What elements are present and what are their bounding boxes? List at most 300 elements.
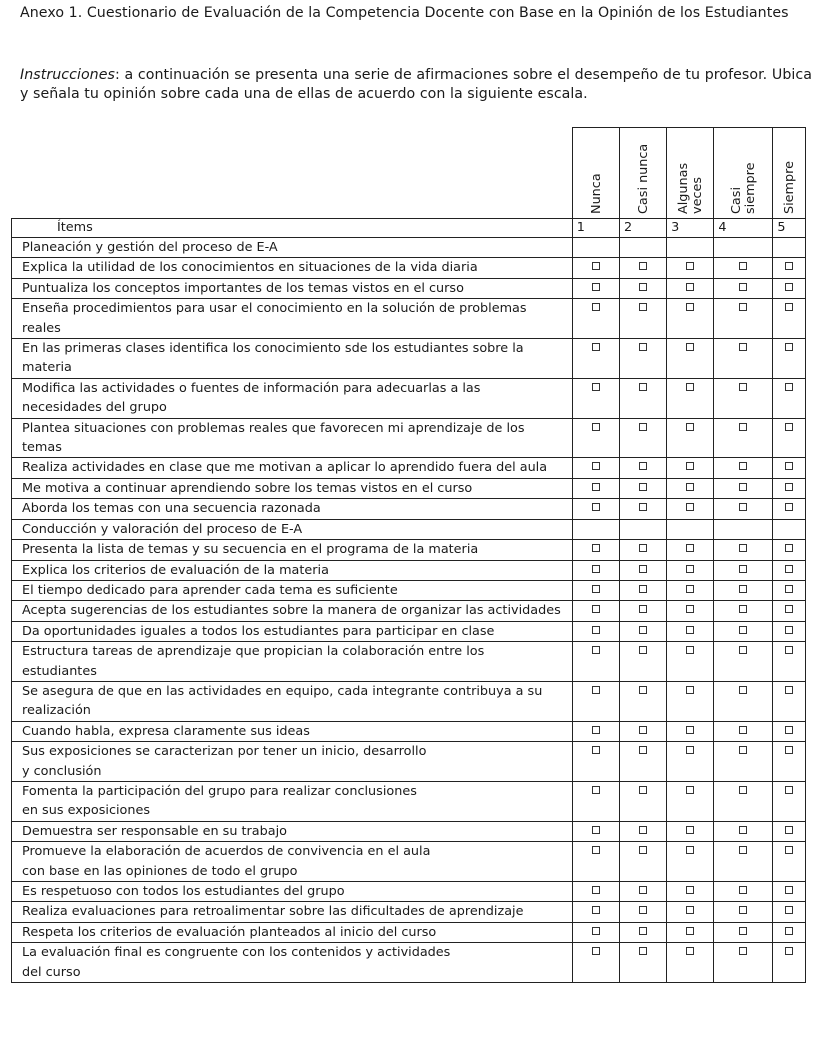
rating-checkbox-casi-siempre[interactable] [739,906,747,914]
rating-cell-siempre [773,378,806,418]
rating-checkbox-siempre[interactable] [785,585,793,593]
rating-cell-algunas-veces [667,943,714,983]
rating-cell-siempre [773,842,806,882]
rating-checkbox-siempre[interactable] [785,423,793,431]
rating-checkbox-siempre[interactable] [785,383,793,391]
rating-cell-casi-siempre [714,258,773,278]
scale-number: 3 [667,219,714,238]
rating-checkbox-casi-nunca[interactable] [639,886,647,894]
rating-cell-casi-nunca [619,943,666,983]
item-row [12,258,806,278]
rating-cell-siempre [773,922,806,942]
rating-checkbox-nunca[interactable] [592,886,600,894]
rating-cell-casi-nunca [619,842,666,882]
rating-checkbox-nunca[interactable] [592,947,600,955]
item-row [12,902,806,922]
rating-cell-nunca [572,721,619,741]
rating-cell-casi-siempre [714,742,773,782]
rating-checkbox-nunca[interactable] [592,343,600,351]
rating-checkbox-nunca[interactable] [592,262,600,270]
rating-cell-algunas-veces [667,681,714,721]
rating-cell-siempre [773,721,806,741]
item-row [12,721,806,741]
rating-cell-siempre [773,580,806,600]
rating-cell-casi-siempre [714,943,773,983]
rating-checkbox-casi-siempre[interactable] [739,626,747,634]
rating-checkbox-casi-siempre[interactable] [739,262,747,270]
rating-cell-casi-siempre [714,781,773,821]
rating-cell-siempre [773,601,806,621]
document-title: Anexo 1. Cuestionario de Evaluación de la Competencia Docente con Base en la Opinión de los Estudiantes [20,5,789,21]
scale-label: Siempre [782,161,798,214]
rating-checkbox-siempre[interactable] [785,826,793,834]
rating-checkbox-algunas-veces[interactable] [686,303,694,311]
section-header-row [12,238,806,258]
rating-checkbox-siempre[interactable] [785,303,793,311]
rating-checkbox-casi-nunca[interactable] [639,746,647,754]
rating-checkbox-algunas-veces[interactable] [686,483,694,491]
rating-cell-casi-nunca [619,821,666,841]
rating-cell-nunca [572,258,619,278]
rating-checkbox-siempre[interactable] [785,626,793,634]
item-text: Cuando habla, expresa claramente sus ideas [12,721,573,741]
item-row [12,621,806,641]
item-row [12,882,806,902]
instructions-text: : a continuación se presenta una serie de afirmaciones sobre el desempeño de tu profesor. Ubica y señala tu opinión sobre cada una de ellas de acuerdo con la siguiente escala. [20,67,812,102]
rating-checkbox-siempre[interactable] [785,262,793,270]
scale-label-cell [773,128,806,219]
rating-checkbox-algunas-veces[interactable] [686,462,694,470]
item-text: Sus exposiciones se caracterizan por tener un inicio, desarrollo y conclusión [12,742,573,782]
rating-cell-algunas-veces [667,621,714,641]
rating-checkbox-siempre[interactable] [785,726,793,734]
rating-checkbox-siempre[interactable] [785,343,793,351]
rating-checkbox-algunas-veces[interactable] [686,906,694,914]
item-row [12,299,806,339]
rating-checkbox-casi-siempre[interactable] [739,503,747,511]
rating-cell-nunca [572,943,619,983]
rating-checkbox-algunas-veces[interactable] [686,746,694,754]
rating-cell-casi-nunca [619,499,666,519]
item-row [12,642,806,682]
rating-cell-casi-siempre [714,339,773,379]
rating-cell-casi-siempre [714,721,773,741]
item-row [12,821,806,841]
rating-checkbox-nunca[interactable] [592,927,600,935]
rating-checkbox-nunca[interactable] [592,746,600,754]
rating-cell-nunca [572,478,619,498]
rating-checkbox-casi-nunca[interactable] [639,383,647,391]
rating-cell-casi-siempre [714,642,773,682]
rating-cell-algunas-veces [667,478,714,498]
rating-checkbox-siempre[interactable] [785,786,793,794]
rating-cell-casi-nunca [619,902,666,922]
rating-cell-casi-nunca [619,258,666,278]
rating-cell-casi-nunca [619,238,666,258]
rating-cell-siempre [773,742,806,782]
rating-cell-siempre [773,781,806,821]
item-text: La evaluación final es congruente con los contenidos y actividades del curso [12,943,573,983]
rating-cell-casi-siempre [714,842,773,882]
rating-cell-siempre [773,238,806,258]
rating-checkbox-casi-nunca[interactable] [639,826,647,834]
rating-cell-nunca [572,238,619,258]
rating-cell-algunas-veces [667,458,714,478]
scale-label-cell [667,128,714,219]
rating-checkbox-siempre[interactable] [785,886,793,894]
item-text: Realiza actividades en clase que me motivan a aplicar lo aprendido fuera del aula [12,458,573,478]
rating-cell-nunca [572,922,619,942]
scale-number-row [12,219,806,238]
rating-cell-algunas-veces [667,560,714,580]
instructions-label: Instrucciones [20,67,115,83]
rating-checkbox-siempre[interactable] [785,906,793,914]
rating-checkbox-algunas-veces[interactable] [686,585,694,593]
rating-cell-algunas-veces [667,721,714,741]
rating-checkbox-algunas-veces[interactable] [686,565,694,573]
rating-checkbox-casi-nunca[interactable] [639,262,647,270]
rating-cell-casi-siempre [714,478,773,498]
rating-checkbox-casi-nunca[interactable] [639,343,647,351]
rating-cell-nunca [572,299,619,339]
rating-cell-siempre [773,278,806,298]
rating-cell-casi-nunca [619,721,666,741]
rating-checkbox-siempre[interactable] [785,503,793,511]
rating-cell-casi-siempre [714,821,773,841]
rating-checkbox-casi-nunca[interactable] [639,686,647,694]
rating-checkbox-nunca[interactable] [592,726,600,734]
rating-checkbox-nunca[interactable] [592,283,600,291]
item-row [12,458,806,478]
rating-checkbox-algunas-veces[interactable] [686,605,694,613]
rating-checkbox-nunca[interactable] [592,423,600,431]
rating-checkbox-siempre[interactable] [785,947,793,955]
rating-checkbox-nunca[interactable] [592,503,600,511]
rating-cell-casi-siempre [714,601,773,621]
rating-cell-algunas-veces [667,540,714,560]
rating-cell-casi-siempre [714,418,773,458]
rating-checkbox-nunca[interactable] [592,626,600,634]
rating-checkbox-casi-siempre[interactable] [739,483,747,491]
rating-checkbox-nunca[interactable] [592,462,600,470]
rating-checkbox-casi-siempre[interactable] [739,605,747,613]
rating-checkbox-algunas-veces[interactable] [686,686,694,694]
rating-checkbox-casi-nunca[interactable] [639,462,647,470]
rating-checkbox-nunca[interactable] [592,544,600,552]
rating-cell-nunca [572,458,619,478]
rating-checkbox-nunca[interactable] [592,826,600,834]
rating-cell-casi-nunca [619,339,666,379]
rating-checkbox-casi-siempre[interactable] [739,786,747,794]
rating-cell-algunas-veces [667,238,714,258]
item-text: El tiempo dedicado para aprender cada tema es suficiente [12,580,573,600]
rating-cell-nunca [572,882,619,902]
item-text: Respeta los criterios de evaluación planteados al inicio del curso [12,922,573,942]
rating-cell-algunas-veces [667,781,714,821]
rating-checkbox-casi-siempre[interactable] [739,886,747,894]
rating-checkbox-algunas-veces[interactable] [686,626,694,634]
rating-cell-casi-nunca [619,621,666,641]
rating-cell-casi-siempre [714,378,773,418]
rating-cell-siempre [773,499,806,519]
rating-cell-casi-nunca [619,418,666,458]
scale-label-cell [572,128,619,219]
rating-cell-siempre [773,681,806,721]
rating-cell-casi-siempre [714,882,773,902]
rating-cell-casi-nunca [619,478,666,498]
scale-number: 2 [619,219,666,238]
item-text: Explica los criterios de evaluación de la materia [12,560,573,580]
rating-cell-algunas-veces [667,339,714,379]
rating-checkbox-casi-siempre[interactable] [739,303,747,311]
rating-cell-casi-nunca [619,299,666,339]
rating-checkbox-nunca[interactable] [592,906,600,914]
section-title: Conducción y valoración del proceso de E-A [12,519,573,539]
rating-checkbox-casi-nunca[interactable] [639,646,647,654]
rating-checkbox-casi-siempre[interactable] [739,283,747,291]
rating-checkbox-algunas-veces[interactable] [686,283,694,291]
section-title: Planeación y gestión del proceso de E-A [12,238,573,258]
rating-checkbox-algunas-veces[interactable] [686,343,694,351]
rating-cell-nunca [572,842,619,882]
rating-checkbox-casi-siempre[interactable] [739,726,747,734]
rating-checkbox-casi-siempre[interactable] [739,927,747,935]
rating-cell-siempre [773,540,806,560]
item-row [12,560,806,580]
rating-cell-casi-nunca [619,540,666,560]
rating-cell-casi-siempre [714,540,773,560]
rating-cell-algunas-veces [667,882,714,902]
rating-checkbox-nunca[interactable] [592,585,600,593]
rating-cell-algunas-veces [667,378,714,418]
rating-checkbox-algunas-veces[interactable] [686,846,694,854]
rating-cell-algunas-veces [667,278,714,298]
rating-checkbox-algunas-veces[interactable] [686,423,694,431]
rating-cell-casi-nunca [619,519,666,539]
rating-checkbox-casi-nunca[interactable] [639,283,647,291]
rating-cell-siempre [773,458,806,478]
rating-cell-nunca [572,378,619,418]
rating-cell-siempre [773,418,806,458]
rating-checkbox-siempre[interactable] [785,927,793,935]
rating-checkbox-algunas-veces[interactable] [686,544,694,552]
rating-cell-nunca [572,339,619,379]
rating-cell-algunas-veces [667,418,714,458]
rating-checkbox-casi-nunca[interactable] [639,626,647,634]
rating-checkbox-casi-nunca[interactable] [639,906,647,914]
rating-cell-casi-nunca [619,580,666,600]
rating-cell-casi-nunca [619,742,666,782]
item-text: Plantea situaciones con problemas reales que favorecen mi aprendizaje de los temas [12,418,573,458]
rating-checkbox-casi-nunca[interactable] [639,544,647,552]
rating-cell-algunas-veces [667,299,714,339]
item-text: Es respetuoso con todos los estudiantes del grupo [12,882,573,902]
rating-checkbox-nunca[interactable] [592,786,600,794]
item-row [12,781,806,821]
rating-checkbox-siempre[interactable] [785,483,793,491]
item-text: Presenta la lista de temas y su secuencia en el programa de la materia [12,540,573,560]
item-text: Estructura tareas de aprendizaje que propician la colaboración entre los estudiantes [12,642,573,682]
rating-checkbox-casi-nunca[interactable] [639,947,647,955]
item-row [12,339,806,379]
item-row [12,278,806,298]
rating-cell-casi-siempre [714,681,773,721]
rating-checkbox-casi-siempre[interactable] [739,544,747,552]
rating-cell-algunas-veces [667,601,714,621]
item-row [12,922,806,942]
rating-checkbox-casi-nunca[interactable] [639,846,647,854]
rating-checkbox-algunas-veces[interactable] [686,726,694,734]
rating-cell-siempre [773,821,806,841]
rating-cell-casi-siempre [714,299,773,339]
rating-cell-siempre [773,943,806,983]
rating-checkbox-casi-nunca[interactable] [639,565,647,573]
rating-checkbox-algunas-veces[interactable] [686,646,694,654]
rating-cell-nunca [572,499,619,519]
section-header-row [12,519,806,539]
rating-checkbox-algunas-veces[interactable] [686,886,694,894]
item-row [12,580,806,600]
rating-checkbox-siempre[interactable] [785,565,793,573]
rating-cell-nunca [572,519,619,539]
rating-cell-nunca [572,278,619,298]
rating-checkbox-nunca[interactable] [592,846,600,854]
item-text: Enseña procedimientos para usar el conocimiento en la solución de problemas reales [12,299,573,339]
rating-checkbox-siempre[interactable] [785,283,793,291]
items-header: Ítems [12,219,573,238]
rating-checkbox-nunca[interactable] [592,605,600,613]
rating-cell-siempre [773,642,806,682]
rating-checkbox-algunas-veces[interactable] [686,947,694,955]
scale-label-cell [619,128,666,219]
rating-checkbox-nunca[interactable] [592,383,600,391]
rating-cell-casi-siempre [714,580,773,600]
rating-cell-casi-siempre [714,238,773,258]
rating-cell-casi-nunca [619,601,666,621]
rating-cell-casi-siempre [714,902,773,922]
rating-checkbox-casi-siempre[interactable] [739,947,747,955]
rating-cell-nunca [572,560,619,580]
rating-cell-casi-siempre [714,922,773,942]
rating-cell-siempre [773,902,806,922]
rating-checkbox-siempre[interactable] [785,462,793,470]
rating-checkbox-casi-siempre[interactable] [739,383,747,391]
rating-cell-nunca [572,781,619,821]
rating-checkbox-algunas-veces[interactable] [686,262,694,270]
rating-checkbox-nunca[interactable] [592,565,600,573]
rating-checkbox-casi-nunca[interactable] [639,423,647,431]
rating-cell-nunca [572,681,619,721]
rating-checkbox-nunca[interactable] [592,303,600,311]
item-text: Se asegura de que en las actividades en equipo, cada integrante contribuya a su realización [12,681,573,721]
rating-checkbox-algunas-veces[interactable] [686,383,694,391]
instructions [20,66,812,104]
rating-cell-casi-nunca [619,378,666,418]
rating-checkbox-siempre[interactable] [785,646,793,654]
rating-checkbox-casi-nunca[interactable] [639,927,647,935]
rating-cell-casi-nunca [619,278,666,298]
rating-cell-casi-nunca [619,458,666,478]
rating-cell-siempre [773,339,806,379]
rating-cell-siempre [773,299,806,339]
rating-cell-algunas-veces [667,258,714,278]
rating-checkbox-siempre[interactable] [785,544,793,552]
item-row [12,601,806,621]
rating-cell-casi-siempre [714,499,773,519]
item-text: Modifica las actividades o fuentes de información para adecuarlas a las necesidades del grupo [12,378,573,418]
rating-cell-casi-nunca [619,560,666,580]
scale-label: Algunas veces [676,162,706,214]
item-text: Demuestra ser responsable en su trabajo [12,821,573,841]
item-row [12,378,806,418]
rating-checkbox-nunca[interactable] [592,483,600,491]
rating-checkbox-siempre[interactable] [785,746,793,754]
rating-cell-casi-siempre [714,560,773,580]
item-text: Realiza evaluaciones para retroalimentar sobre las dificultades de aprendizaje [12,902,573,922]
rating-cell-nunca [572,742,619,782]
rating-checkbox-casi-siempre[interactable] [739,826,747,834]
rating-checkbox-casi-nunca[interactable] [639,483,647,491]
rating-checkbox-casi-siempre[interactable] [739,462,747,470]
rating-cell-siempre [773,478,806,498]
rating-checkbox-casi-siempre[interactable] [739,846,747,854]
rating-checkbox-nunca[interactable] [592,646,600,654]
rating-checkbox-algunas-veces[interactable] [686,927,694,935]
rating-cell-nunca [572,601,619,621]
rating-checkbox-siempre[interactable] [785,846,793,854]
rating-cell-algunas-veces [667,742,714,782]
rating-checkbox-casi-siempre[interactable] [739,585,747,593]
scale-number: 5 [773,219,806,238]
rating-checkbox-casi-siempre[interactable] [739,343,747,351]
item-text: Fomenta la participación del grupo para realizar conclusiones en sus exposiciones [12,781,573,821]
rating-checkbox-casi-siempre[interactable] [739,423,747,431]
rating-checkbox-algunas-veces[interactable] [686,826,694,834]
rating-cell-algunas-veces [667,902,714,922]
rating-checkbox-casi-siempre[interactable] [739,746,747,754]
scale-number: 1 [572,219,619,238]
rating-checkbox-algunas-veces[interactable] [686,786,694,794]
rating-checkbox-siempre[interactable] [785,605,793,613]
item-row [12,540,806,560]
rating-checkbox-nunca[interactable] [592,686,600,694]
rating-checkbox-casi-nunca[interactable] [639,786,647,794]
rating-checkbox-casi-nunca[interactable] [639,503,647,511]
rating-checkbox-algunas-veces[interactable] [686,503,694,511]
rating-checkbox-siempre[interactable] [785,686,793,694]
rating-checkbox-casi-nunca[interactable] [639,605,647,613]
item-text: Explica la utilidad de los conocimientos en situaciones de la vida diaria [12,258,573,278]
item-row [12,418,806,458]
rating-checkbox-casi-siempre[interactable] [739,686,747,694]
rating-cell-algunas-veces [667,499,714,519]
rating-checkbox-casi-siempre[interactable] [739,565,747,573]
item-row [12,742,806,782]
rating-cell-siempre [773,258,806,278]
rating-checkbox-casi-nunca[interactable] [639,585,647,593]
rating-checkbox-casi-nunca[interactable] [639,726,647,734]
rating-cell-casi-nunca [619,922,666,942]
item-text: Acepta sugerencias de los estudiantes sobre la manera de organizar las actividades [12,601,573,621]
rating-cell-algunas-veces [667,922,714,942]
item-text: Puntualiza los conceptos importantes de los temas vistos en el curso [12,278,573,298]
item-text: Da oportunidades iguales a todos los estudiantes para participar en clase [12,621,573,641]
scale-header-row [12,128,806,219]
rating-checkbox-casi-siempre[interactable] [739,646,747,654]
rating-checkbox-casi-nunca[interactable] [639,303,647,311]
scale-number: 4 [714,219,773,238]
rating-cell-siempre [773,621,806,641]
